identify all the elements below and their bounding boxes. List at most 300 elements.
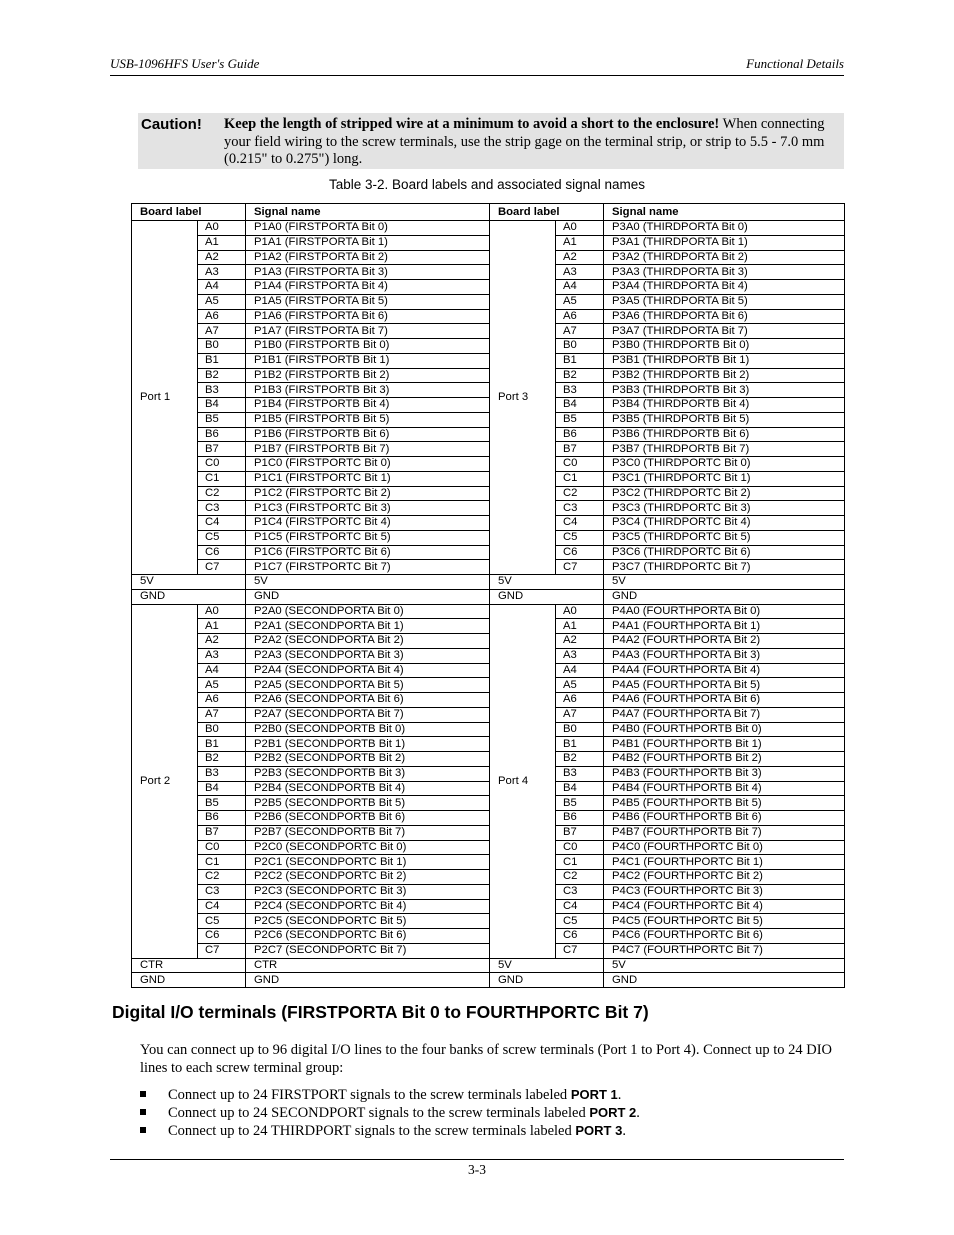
pin-code-left: C0 <box>198 457 246 472</box>
signal-name-right: P4A5 (FOURTHPORTA Bit 5) <box>604 678 845 693</box>
signal-name-right: P4A2 (FOURTHPORTA Bit 2) <box>604 634 845 649</box>
pin-code-left: C6 <box>198 929 246 944</box>
table-row <box>132 280 845 295</box>
pin-code-left: B1 <box>198 737 246 752</box>
pin-code-left: B4 <box>198 781 246 796</box>
bullet-end: . <box>636 1105 640 1121</box>
table-row <box>132 383 845 398</box>
signal-name-left: P2A5 (SECONDPORTA Bit 5) <box>246 678 490 693</box>
signal-name-left: P1A1 (FIRSTPORTA Bit 1) <box>246 235 490 250</box>
pin-code-left: A4 <box>198 280 246 295</box>
port-label-left: Port 2 <box>132 604 198 958</box>
pin-code-left: B6 <box>198 427 246 442</box>
signal-name-left: P1C1 (FIRSTPORTC Bit 1) <box>246 471 490 486</box>
caution-label: Caution! <box>141 116 202 133</box>
board-label-right: 5V <box>490 958 604 973</box>
pin-code-left: B7 <box>198 825 246 840</box>
pin-code-right: C3 <box>556 884 604 899</box>
pin-code-right: B5 <box>556 796 604 811</box>
signal-name-right: 5V <box>604 575 845 590</box>
table-row <box>132 693 845 708</box>
bullet-text: Connect up to 24 FIRSTPORT signals to the screw terminals labeled <box>168 1087 571 1103</box>
table-row <box>132 589 845 604</box>
signal-name-right: P4A4 (FOURTHPORTA Bit 4) <box>604 663 845 678</box>
signal-name-left: P2C3 (SECONDPORTC Bit 3) <box>246 884 490 899</box>
port-label-right: Port 4 <box>490 604 556 958</box>
signal-name-left: P2A3 (SECONDPORTA Bit 3) <box>246 648 490 663</box>
square-bullet-icon <box>140 1109 146 1115</box>
signal-name-right: P4A3 (FOURTHPORTA Bit 3) <box>604 648 845 663</box>
signal-name-left: P1C3 (FIRSTPORTC Bit 3) <box>246 501 490 516</box>
pin-code-left: A6 <box>198 693 246 708</box>
caution-text <box>224 116 834 169</box>
signal-name-left: P1B2 (FIRSTPORTB Bit 2) <box>246 368 490 383</box>
pin-code-right: C5 <box>556 530 604 545</box>
signal-name-left: P1C2 (FIRSTPORTC Bit 2) <box>246 486 490 501</box>
pin-code-left: B5 <box>198 796 246 811</box>
square-bullet-icon <box>140 1127 146 1133</box>
pin-code-left: C3 <box>198 884 246 899</box>
signal-name-right: P3B1 (THIRDPORTB Bit 1) <box>604 353 845 368</box>
table-row <box>132 914 845 929</box>
pin-code-right: B5 <box>556 412 604 427</box>
signal-name-left: P2B5 (SECONDPORTB Bit 5) <box>246 796 490 811</box>
signal-table <box>131 203 845 988</box>
signal-name-left: P2C6 (SECONDPORTC Bit 6) <box>246 929 490 944</box>
signal-name-left: P2C0 (SECONDPORTC Bit 0) <box>246 840 490 855</box>
signal-name-right: P4B4 (FOURTHPORTB Bit 4) <box>604 781 845 796</box>
signal-name-right: P3C3 (THIRDPORTC Bit 3) <box>604 501 845 516</box>
pin-code-left: C4 <box>198 899 246 914</box>
table-row <box>132 501 845 516</box>
pin-code-right: A5 <box>556 294 604 309</box>
table-row <box>132 722 845 737</box>
pin-code-left: C2 <box>198 870 246 885</box>
table-body <box>132 221 845 988</box>
signal-name-right: P4C3 (FOURTHPORTC Bit 3) <box>604 884 845 899</box>
pin-code-right: B4 <box>556 781 604 796</box>
signal-name-left: P2B4 (SECONDPORTB Bit 4) <box>246 781 490 796</box>
table-row <box>132 530 845 545</box>
signal-name-left: GND <box>246 589 490 604</box>
signal-name-right: P4C1 (FOURTHPORTC Bit 1) <box>604 855 845 870</box>
signal-name-left: P1B3 (FIRSTPORTB Bit 3) <box>246 383 490 398</box>
table-row <box>132 250 845 265</box>
pin-code-right: C1 <box>556 855 604 870</box>
signal-name-left: P2B2 (SECONDPORTB Bit 2) <box>246 752 490 767</box>
pin-code-right: B6 <box>556 811 604 826</box>
signal-name-right: P3A4 (THIRDPORTA Bit 4) <box>604 280 845 295</box>
signal-name-left: P1C4 (FIRSTPORTC Bit 4) <box>246 516 490 531</box>
pin-code-left: C4 <box>198 516 246 531</box>
caution-box <box>138 113 844 169</box>
pin-code-left: A0 <box>198 604 246 619</box>
table-row <box>132 973 845 988</box>
list-item <box>140 1086 840 1104</box>
bullet-text: Connect up to 24 SECONDPORT signals to the screw terminals labeled <box>168 1105 590 1121</box>
signal-name-left: P1A6 (FIRSTPORTA Bit 6) <box>246 309 490 324</box>
pin-code-right: C2 <box>556 486 604 501</box>
bullet-end: . <box>617 1087 622 1103</box>
signal-name-left: P1C6 (FIRSTPORTC Bit 6) <box>246 545 490 560</box>
signal-name-left: P2A6 (SECONDPORTA Bit 6) <box>246 693 490 708</box>
signal-name-right: P3A5 (THIRDPORTA Bit 5) <box>604 294 845 309</box>
signal-name-left: P1B5 (FIRSTPORTB Bit 5) <box>246 412 490 427</box>
signal-name-left: P2A7 (SECONDPORTA Bit 7) <box>246 707 490 722</box>
pin-code-right: B4 <box>556 398 604 413</box>
signal-name-left: P2A4 (SECONDPORTA Bit 4) <box>246 663 490 678</box>
board-label-right: 5V <box>490 575 604 590</box>
pin-code-left: A2 <box>198 634 246 649</box>
signal-name-right: P4B7 (FOURTHPORTB Bit 7) <box>604 825 845 840</box>
signal-name-right: GND <box>604 589 845 604</box>
signal-name-left: P2C7 (SECONDPORTC Bit 7) <box>246 943 490 958</box>
pin-code-right: A6 <box>556 693 604 708</box>
pin-code-left: A5 <box>198 294 246 309</box>
pin-code-right: B3 <box>556 766 604 781</box>
port-label-left: Port 1 <box>132 221 198 575</box>
signal-name-right: P4B1 (FOURTHPORTB Bit 1) <box>604 737 845 752</box>
signal-name-right: P4C6 (FOURTHPORTC Bit 6) <box>604 929 845 944</box>
bullet-list <box>140 1086 840 1140</box>
signal-name-right: P3B6 (THIRDPORTB Bit 6) <box>604 427 845 442</box>
signal-name-left: P1A7 (FIRSTPORTA Bit 7) <box>246 324 490 339</box>
signal-name-right: P3B4 (THIRDPORTB Bit 4) <box>604 398 845 413</box>
pin-code-right: B2 <box>556 368 604 383</box>
signal-name-left: P1A2 (FIRSTPORTA Bit 2) <box>246 250 490 265</box>
pin-code-right: B0 <box>556 339 604 354</box>
signal-name-right: P3B3 (THIRDPORTB Bit 3) <box>604 383 845 398</box>
signal-name-left: P1C7 (FIRSTPORTC Bit 7) <box>246 560 490 575</box>
pin-code-right: C3 <box>556 501 604 516</box>
pin-code-right: A1 <box>556 235 604 250</box>
table-row <box>132 221 845 236</box>
pin-code-right: C6 <box>556 545 604 560</box>
signal-name-left: 5V <box>246 575 490 590</box>
signal-name-left: P1A3 (FIRSTPORTA Bit 3) <box>246 265 490 280</box>
pin-code-left: B5 <box>198 412 246 427</box>
signal-name-left: P1B0 (FIRSTPORTB Bit 0) <box>246 339 490 354</box>
pin-code-right: A0 <box>556 604 604 619</box>
pin-code-right: A5 <box>556 678 604 693</box>
table-row <box>132 471 845 486</box>
pin-code-right: A3 <box>556 648 604 663</box>
pin-code-left: C2 <box>198 486 246 501</box>
bullet-text: Connect up to 24 THIRDPORT signals to the screw terminals labeled <box>168 1123 576 1139</box>
bullet-end: . <box>622 1123 626 1139</box>
pin-code-left: C0 <box>198 840 246 855</box>
table-row <box>132 840 845 855</box>
caution-body-text: When connecting your field wiring to the screw terminals, use the strip gage on the terminal strip, or strip to 5.5 - 7.0 mm (0.215" to 0.275") long. <box>224 116 825 167</box>
caution-bold-text: Keep the length of stripped wire at a minimum to avoid a short to the enclosure! <box>224 116 720 132</box>
board-label-left: 5V <box>132 575 246 590</box>
signal-name-right: P3C5 (THIRDPORTC Bit 5) <box>604 530 845 545</box>
table-row <box>132 442 845 457</box>
table-row <box>132 678 845 693</box>
signal-name-left: P1A0 (FIRSTPORTA Bit 0) <box>246 221 490 236</box>
signal-name-right: P3C7 (THIRDPORTC Bit 7) <box>604 560 845 575</box>
table-row <box>132 545 845 560</box>
pin-code-left: C1 <box>198 855 246 870</box>
pin-code-left: B6 <box>198 811 246 826</box>
footer-divider <box>110 1159 844 1160</box>
pin-code-left: B4 <box>198 398 246 413</box>
signal-name-right: P3A7 (THIRDPORTA Bit 7) <box>604 324 845 339</box>
pin-code-right: C6 <box>556 929 604 944</box>
pin-code-right: C0 <box>556 457 604 472</box>
table-row <box>132 958 845 973</box>
signal-name-right: P4B0 (FOURTHPORTB Bit 0) <box>604 722 845 737</box>
table-row <box>132 796 845 811</box>
section-title: Digital I/O terminals (FIRSTPORTA Bit 0 to FOURTHPORTC Bit 7) <box>112 1002 649 1022</box>
signal-name-left: CTR <box>246 958 490 973</box>
header-signal-name-right: Signal name <box>604 204 845 221</box>
pin-code-right: B3 <box>556 383 604 398</box>
table-row <box>132 943 845 958</box>
page-number: 3-3 <box>468 1162 486 1177</box>
table-row <box>132 575 845 590</box>
signal-name-left: P2B3 (SECONDPORTB Bit 3) <box>246 766 490 781</box>
signal-name-right: 5V <box>604 958 845 973</box>
table-row <box>132 560 845 575</box>
signal-name-right: P3A6 (THIRDPORTA Bit 6) <box>604 309 845 324</box>
pin-code-right: B2 <box>556 752 604 767</box>
table-row <box>132 235 845 250</box>
pin-code-right: B7 <box>556 442 604 457</box>
signal-name-right: P3B2 (THIRDPORTB Bit 2) <box>604 368 845 383</box>
signal-name-right: P4A1 (FOURTHPORTA Bit 1) <box>604 619 845 634</box>
list-item <box>140 1122 840 1140</box>
table-row <box>132 294 845 309</box>
signal-name-right: P3C2 (THIRDPORTC Bit 2) <box>604 486 845 501</box>
pin-code-right: B6 <box>556 427 604 442</box>
pin-code-right: C1 <box>556 471 604 486</box>
table-row <box>132 766 845 781</box>
pin-code-left: B3 <box>198 766 246 781</box>
pin-code-left: C7 <box>198 943 246 958</box>
signal-name-right: P3C0 (THIRDPORTC Bit 0) <box>604 457 845 472</box>
pin-code-left: A2 <box>198 250 246 265</box>
pin-code-right: A6 <box>556 309 604 324</box>
signal-name-right: P3C1 (THIRDPORTC Bit 1) <box>604 471 845 486</box>
section-intro: You can connect up to 96 digital I/O lines to the four banks of screw terminals (Port 1 to Port 4). Connect up to 24 DIO lines to each screw terminal group: <box>140 1042 832 1076</box>
pin-code-left: A6 <box>198 309 246 324</box>
pin-code-right: A4 <box>556 663 604 678</box>
pin-code-left: B0 <box>198 339 246 354</box>
header-document-title: USB-1096HFS User's Guide <box>110 56 260 71</box>
pin-code-left: B1 <box>198 353 246 368</box>
pin-code-right: B7 <box>556 825 604 840</box>
header-board-label-left: Board label <box>132 204 246 221</box>
table-row <box>132 486 845 501</box>
signal-name-right: P4C7 (FOURTHPORTC Bit 7) <box>604 943 845 958</box>
pin-code-right: A4 <box>556 280 604 295</box>
header-board-label-right: Board label <box>490 204 604 221</box>
signal-name-left: P2C1 (SECONDPORTC Bit 1) <box>246 855 490 870</box>
pin-code-left: A5 <box>198 678 246 693</box>
signal-name-right: P3C6 (THIRDPORTC Bit 6) <box>604 545 845 560</box>
port-label-right: Port 3 <box>490 221 556 575</box>
table-row <box>132 752 845 767</box>
pin-code-left: B2 <box>198 368 246 383</box>
signal-name-right: P3B5 (THIRDPORTB Bit 5) <box>604 412 845 427</box>
pin-code-right: B0 <box>556 722 604 737</box>
table-row <box>132 855 845 870</box>
signal-name-right: P4C4 (FOURTHPORTC Bit 4) <box>604 899 845 914</box>
pin-code-right: C2 <box>556 870 604 885</box>
table-row <box>132 265 845 280</box>
bullet-port-label: PORT 1 <box>570 1087 618 1102</box>
table-caption: Table 3-2. Board labels and associated signal names <box>329 177 645 192</box>
table-row <box>132 707 845 722</box>
signal-name-right: P3B7 (THIRDPORTB Bit 7) <box>604 442 845 457</box>
signal-name-left: P1B6 (FIRSTPORTB Bit 6) <box>246 427 490 442</box>
pin-code-left: B0 <box>198 722 246 737</box>
table-row <box>132 457 845 472</box>
pin-code-left: B3 <box>198 383 246 398</box>
table-row <box>132 398 845 413</box>
pin-code-left: A3 <box>198 265 246 280</box>
square-bullet-icon <box>140 1091 146 1097</box>
table-row <box>132 870 845 885</box>
header-signal-name-left: Signal name <box>246 204 490 221</box>
pin-code-left: B7 <box>198 442 246 457</box>
signal-name-left: P2A0 (SECONDPORTA Bit 0) <box>246 604 490 619</box>
table-row <box>132 634 845 649</box>
signal-name-left: P2B6 (SECONDPORTB Bit 6) <box>246 811 490 826</box>
signal-name-left: P2B0 (SECONDPORTB Bit 0) <box>246 722 490 737</box>
signal-name-right: P4A7 (FOURTHPORTA Bit 7) <box>604 707 845 722</box>
pin-code-left: A7 <box>198 324 246 339</box>
table-header-row <box>132 204 845 221</box>
table-row <box>132 427 845 442</box>
signal-name-left: P1C5 (FIRSTPORTC Bit 5) <box>246 530 490 545</box>
signal-name-right: P4C5 (FOURTHPORTC Bit 5) <box>604 914 845 929</box>
signal-name-left: P1A5 (FIRSTPORTA Bit 5) <box>246 294 490 309</box>
signal-name-right: P4A0 (FOURTHPORTA Bit 0) <box>604 604 845 619</box>
pin-code-right: C7 <box>556 943 604 958</box>
signal-name-left: P2C5 (SECONDPORTC Bit 5) <box>246 914 490 929</box>
table-row <box>132 929 845 944</box>
table-row <box>132 353 845 368</box>
signal-name-right: P4A6 (FOURTHPORTA Bit 6) <box>604 693 845 708</box>
table-row <box>132 619 845 634</box>
signal-name-left: P1A4 (FIRSTPORTA Bit 4) <box>246 280 490 295</box>
pin-code-right: A2 <box>556 634 604 649</box>
pin-code-right: A1 <box>556 619 604 634</box>
signal-name-left: P1B4 (FIRSTPORTB Bit 4) <box>246 398 490 413</box>
pin-code-right: B1 <box>556 353 604 368</box>
pin-code-left: A0 <box>198 221 246 236</box>
pin-code-left: C6 <box>198 545 246 560</box>
signal-name-right: P4B5 (FOURTHPORTB Bit 5) <box>604 796 845 811</box>
pin-code-left: A7 <box>198 707 246 722</box>
signal-name-left: P2C4 (SECONDPORTC Bit 4) <box>246 899 490 914</box>
table-row <box>132 324 845 339</box>
signal-name-right: P3A3 (THIRDPORTA Bit 3) <box>604 265 845 280</box>
board-label-right: GND <box>490 589 604 604</box>
signal-name-right: P4B2 (FOURTHPORTB Bit 2) <box>604 752 845 767</box>
table-row <box>132 737 845 752</box>
signal-name-right: P3B0 (THIRDPORTB Bit 0) <box>604 339 845 354</box>
pin-code-right: A3 <box>556 265 604 280</box>
signal-name-left: GND <box>246 973 490 988</box>
table-row <box>132 368 845 383</box>
pin-code-left: A3 <box>198 648 246 663</box>
table-row <box>132 663 845 678</box>
table-row <box>132 899 845 914</box>
signal-name-right: P3A2 (THIRDPORTA Bit 2) <box>604 250 845 265</box>
pin-code-left: C7 <box>198 560 246 575</box>
board-label-left: CTR <box>132 958 246 973</box>
signal-name-left: P2B7 (SECONDPORTB Bit 7) <box>246 825 490 840</box>
signal-name-right: P4C2 (FOURTHPORTC Bit 2) <box>604 870 845 885</box>
pin-code-left: A1 <box>198 235 246 250</box>
pin-code-right: C4 <box>556 899 604 914</box>
signal-name-right: P4B3 (FOURTHPORTB Bit 3) <box>604 766 845 781</box>
table-row <box>132 825 845 840</box>
signal-name-right: P3A0 (THIRDPORTA Bit 0) <box>604 221 845 236</box>
page-header <box>110 55 844 76</box>
board-label-left: GND <box>132 973 246 988</box>
table-row <box>132 309 845 324</box>
table-row <box>132 604 845 619</box>
signal-name-left: P2B1 (SECONDPORTB Bit 1) <box>246 737 490 752</box>
pin-code-right: C5 <box>556 914 604 929</box>
signal-name-left: P2C2 (SECONDPORTC Bit 2) <box>246 870 490 885</box>
table-row <box>132 884 845 899</box>
table-row <box>132 781 845 796</box>
pin-code-right: A2 <box>556 250 604 265</box>
table-row <box>132 648 845 663</box>
pin-code-left: C1 <box>198 471 246 486</box>
signal-name-left: P2A1 (SECONDPORTA Bit 1) <box>246 619 490 634</box>
board-label-left: GND <box>132 589 246 604</box>
pin-code-right: C7 <box>556 560 604 575</box>
signal-name-right: GND <box>604 973 845 988</box>
table-row <box>132 516 845 531</box>
pin-code-left: C5 <box>198 530 246 545</box>
list-item <box>140 1104 840 1122</box>
pin-code-right: A7 <box>556 324 604 339</box>
signal-name-right: P4B6 (FOURTHPORTB Bit 6) <box>604 811 845 826</box>
pin-code-left: A4 <box>198 663 246 678</box>
pin-code-left: C3 <box>198 501 246 516</box>
pin-code-left: C5 <box>198 914 246 929</box>
header-chapter-title: Functional Details <box>746 56 844 71</box>
signal-name-right: P3A1 (THIRDPORTA Bit 1) <box>604 235 845 250</box>
pin-code-left: B2 <box>198 752 246 767</box>
table-row <box>132 339 845 354</box>
bullet-port-label: PORT 2 <box>589 1105 637 1120</box>
signal-name-left: P1C0 (FIRSTPORTC Bit 0) <box>246 457 490 472</box>
pin-code-right: A0 <box>556 221 604 236</box>
pin-code-right: A7 <box>556 707 604 722</box>
signal-name-left: P2A2 (SECONDPORTA Bit 2) <box>246 634 490 649</box>
table-row <box>132 811 845 826</box>
signal-name-right: P4C0 (FOURTHPORTC Bit 0) <box>604 840 845 855</box>
signal-name-left: P1B1 (FIRSTPORTB Bit 1) <box>246 353 490 368</box>
bullet-port-label: PORT 3 <box>575 1123 623 1138</box>
signal-name-right: P3C4 (THIRDPORTC Bit 4) <box>604 516 845 531</box>
pin-code-right: C0 <box>556 840 604 855</box>
signal-name-left: P1B7 (FIRSTPORTB Bit 7) <box>246 442 490 457</box>
pin-code-right: B1 <box>556 737 604 752</box>
pin-code-left: A1 <box>198 619 246 634</box>
pin-code-right: C4 <box>556 516 604 531</box>
board-label-right: GND <box>490 973 604 988</box>
table-row <box>132 412 845 427</box>
